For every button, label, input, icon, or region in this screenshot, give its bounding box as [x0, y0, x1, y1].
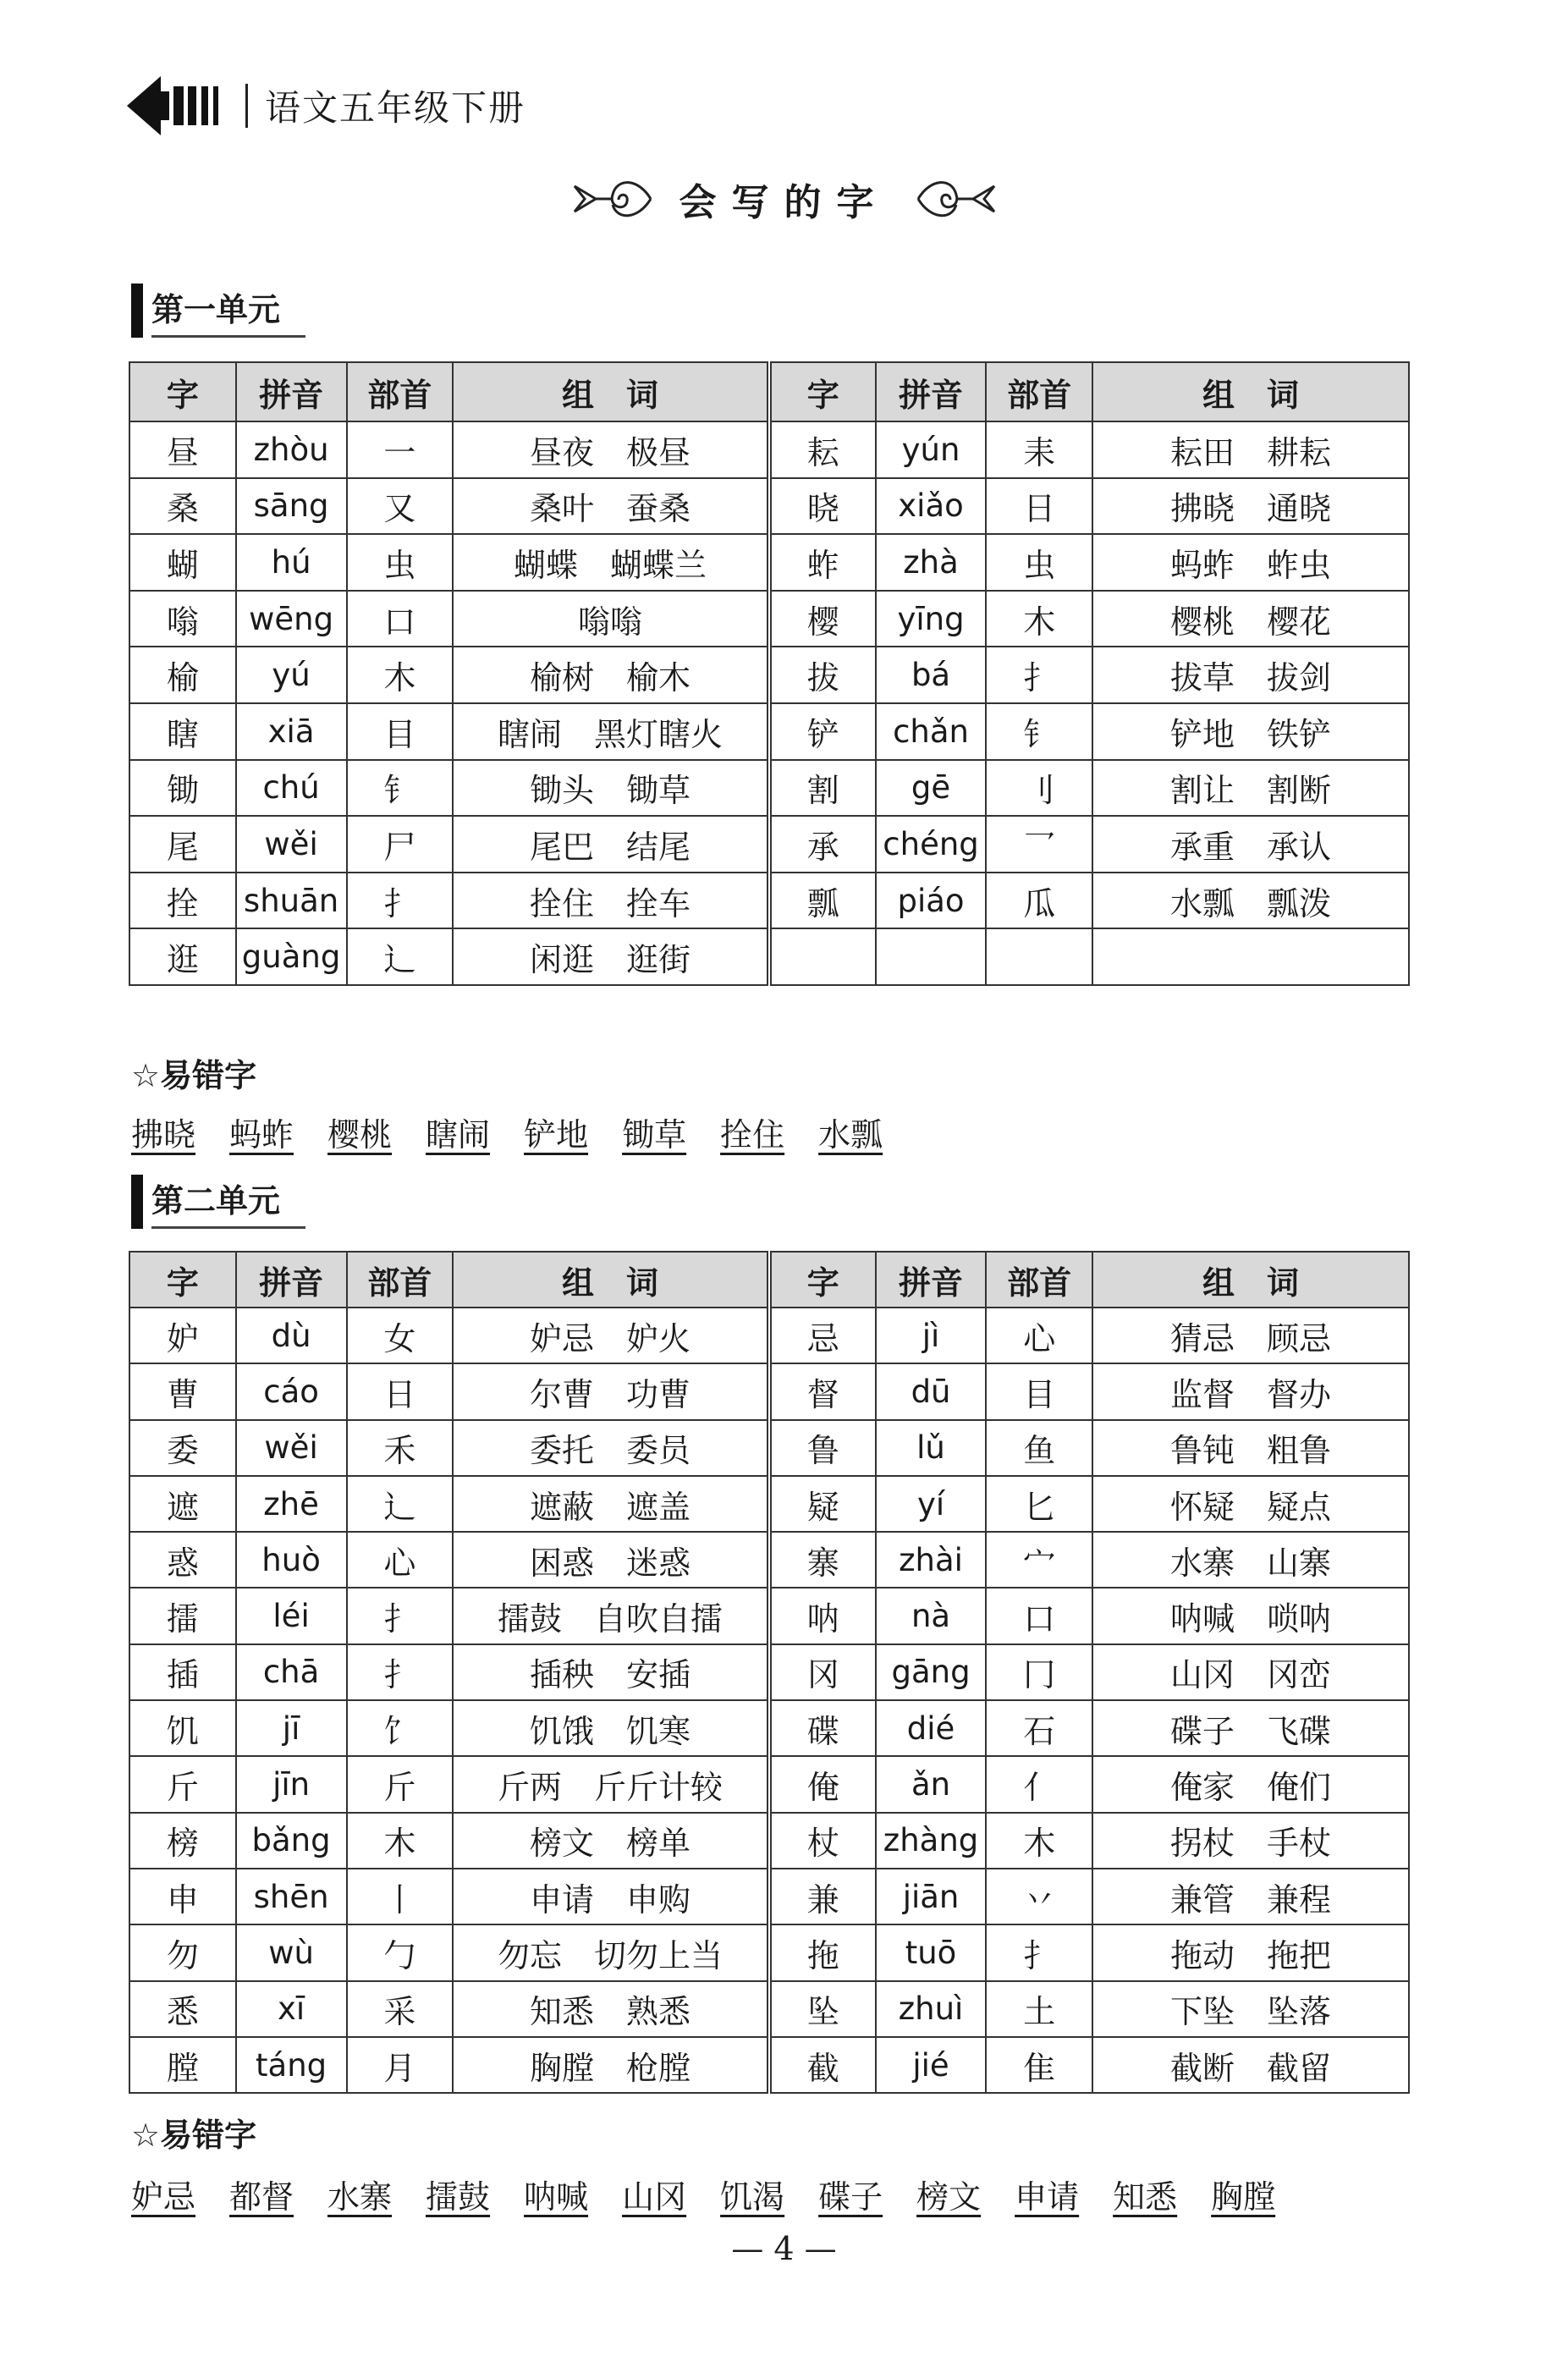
table-row — [129, 1644, 1409, 1700]
char-cell: 膛 — [129, 2037, 236, 2093]
char-cell: 勿 — [129, 1924, 236, 1980]
radical-cell: 匕 — [986, 1476, 1092, 1532]
radical-cell: 扌 — [986, 1924, 1092, 1980]
char-cell: 寨 — [769, 1532, 876, 1588]
char-cell: 插 — [129, 1644, 236, 1700]
words-cell: 斤两 斤斤计较 — [453, 1756, 769, 1812]
char-cell: 嗡 — [129, 591, 236, 647]
words-cell: 山冈 冈峦 — [1092, 1644, 1409, 1700]
char-cell: 督 — [769, 1363, 876, 1419]
words-cell — [1092, 928, 1409, 985]
words-cell: 插秧 安插 — [453, 1644, 769, 1700]
radical-cell: 宀 — [986, 1532, 1092, 1588]
radical-cell: 一 — [347, 421, 454, 478]
pinyin-cell: wēng — [236, 591, 347, 647]
radical-cell: 隹 — [986, 2037, 1092, 2093]
error-prone-word: 妒忌 — [131, 2178, 196, 2216]
words-cell: 困惑 迷惑 — [453, 1532, 769, 1588]
radical-cell: 口 — [986, 1588, 1092, 1643]
error-prone-word: 知悉 — [1113, 2178, 1178, 2216]
table-row — [129, 1924, 1409, 1980]
words-cell: 闲逛 逛街 — [453, 928, 769, 985]
unit1-error-prone-list — [131, 1109, 916, 1155]
radical-cell: 石 — [986, 1700, 1092, 1756]
radical-cell: 土 — [986, 1981, 1092, 2037]
header-words: 组 词 — [453, 362, 769, 421]
pinyin-cell: jīn — [236, 1756, 347, 1812]
radical-cell: 口 — [347, 591, 454, 647]
words-cell: 耘田 耕耘 — [1092, 421, 1409, 478]
char-cell: 冈 — [769, 1644, 876, 1700]
radical-cell: 禾 — [347, 1420, 454, 1476]
pinyin-cell: jié — [876, 2037, 987, 2093]
char-cell: 忌 — [769, 1308, 876, 1363]
table-row — [129, 1308, 1409, 1363]
pinyin-cell: xiǎo — [876, 478, 987, 535]
char-cell: 尾 — [129, 816, 236, 873]
char-cell: 铲 — [769, 703, 876, 760]
radical-cell — [986, 928, 1092, 985]
radical-cell: 木 — [347, 647, 454, 703]
table-row — [129, 1420, 1409, 1476]
words-cell: 嗡嗡 — [453, 591, 769, 647]
words-cell: 勿忘 切勿上当 — [453, 1924, 769, 1980]
section-title — [0, 169, 1568, 228]
pinyin-cell: yú — [236, 647, 347, 703]
radical-cell: 扌 — [347, 1644, 454, 1700]
pinyin-cell: ǎn — [876, 1756, 987, 1812]
error-prone-word: 拂晓 — [131, 1116, 196, 1153]
unit-heading-bar — [131, 1175, 143, 1229]
words-cell: 锄头 锄草 — [453, 760, 769, 817]
words-cell: 拖动 拖把 — [1092, 1924, 1409, 1980]
header-pinyin: 拼音 — [236, 362, 347, 421]
char-cell — [769, 928, 876, 985]
char-cell: 逛 — [129, 928, 236, 985]
header-pinyin: 拼音 — [876, 1252, 987, 1308]
radical-cell: 又 — [347, 478, 454, 535]
char-cell: 耘 — [769, 421, 876, 478]
pinyin-cell: yīng — [876, 591, 987, 647]
table-row — [129, 591, 1409, 647]
unit-heading-bar — [131, 284, 143, 338]
table-row — [129, 1532, 1409, 1588]
char-cell: 斤 — [129, 1756, 236, 1812]
pinyin-cell: wěi — [236, 816, 347, 873]
table-row — [129, 1813, 1409, 1869]
pinyin-cell: xī — [236, 1981, 347, 2037]
char-cell: 晓 — [769, 478, 876, 535]
unit2-heading — [131, 1175, 305, 1229]
section-title-text: 会写的字 — [679, 181, 889, 224]
error-prone-word: 山冈 — [622, 2178, 687, 2216]
words-cell: 蝴蝶 蝴蝶兰 — [453, 534, 769, 591]
radical-cell: 丷 — [986, 1869, 1092, 1924]
radical-cell: 目 — [986, 1363, 1092, 1419]
table-row — [129, 1700, 1409, 1756]
radical-cell: 丨 — [347, 1869, 454, 1924]
radical-cell: 辶 — [347, 1476, 454, 1532]
char-cell: 瓢 — [769, 873, 876, 929]
radical-cell: 心 — [986, 1308, 1092, 1363]
radical-cell: 勹 — [347, 1924, 454, 1980]
pinyin-cell: wěi — [236, 1420, 347, 1476]
pinyin-cell: sāng — [236, 478, 347, 535]
char-cell: 杖 — [769, 1813, 876, 1869]
error-prone-word: 锄草 — [622, 1116, 687, 1153]
words-cell: 拐杖 手杖 — [1092, 1813, 1409, 1869]
pinyin-cell: zhài — [876, 1532, 987, 1588]
words-cell: 榜文 榜单 — [453, 1813, 769, 1869]
pinyin-cell: chā — [236, 1644, 347, 1700]
running-header — [127, 68, 525, 144]
unit1-vocab-table — [129, 361, 1410, 986]
radical-cell: 采 — [347, 1981, 454, 2037]
pinyin-cell: gē — [876, 760, 987, 817]
char-cell: 坠 — [769, 1981, 876, 2037]
error-prone-word: 擂鼓 — [426, 2178, 491, 2216]
table-row — [129, 1981, 1409, 2037]
words-cell: 尔曹 功曹 — [453, 1363, 769, 1419]
table-row — [129, 1869, 1409, 1924]
char-cell: 昼 — [129, 421, 236, 478]
table-row — [129, 760, 1409, 817]
error-prone-word: 榜文 — [916, 2178, 982, 2216]
words-cell: 拂晓 通晓 — [1092, 478, 1409, 535]
char-cell: 承 — [769, 816, 876, 873]
pinyin-cell: yí — [876, 1476, 987, 1532]
radical-cell: 钅 — [347, 760, 454, 817]
pinyin-cell: wù — [236, 1924, 347, 1980]
words-cell: 呐喊 唢呐 — [1092, 1588, 1409, 1643]
pinyin-cell: bá — [876, 647, 987, 703]
header-words: 组 词 — [1092, 1252, 1409, 1308]
error-prone-word: 水寨 — [327, 2178, 393, 2216]
error-prone-word: 胸膛 — [1211, 2178, 1276, 2216]
words-cell: 拔草 拔剑 — [1092, 647, 1409, 703]
pinyin-cell: guàng — [236, 928, 347, 985]
table-row — [129, 421, 1409, 478]
char-cell: 惑 — [129, 1532, 236, 1588]
char-cell: 悉 — [129, 1981, 236, 2037]
pinyin-cell: shuān — [236, 873, 347, 929]
radical-cell: 冂 — [986, 1644, 1092, 1700]
pinyin-cell: dié — [876, 1700, 987, 1756]
char-cell: 拴 — [129, 873, 236, 929]
pinyin-cell: gāng — [876, 1644, 987, 1700]
unit2-error-prone-list — [131, 2171, 1309, 2217]
unit2-vocab-table — [129, 1251, 1410, 2094]
radical-cell: 尸 — [347, 816, 454, 873]
radical-cell: 心 — [347, 1532, 454, 1588]
words-cell: 监督 督办 — [1092, 1363, 1409, 1419]
error-prone-word: 蚂蚱 — [229, 1116, 294, 1153]
table-row — [129, 703, 1409, 760]
pinyin-cell: yún — [876, 421, 987, 478]
radical-cell: 扌 — [347, 1588, 454, 1643]
pinyin-cell: chú — [236, 760, 347, 817]
words-cell: 鲁钝 粗鲁 — [1092, 1420, 1409, 1476]
radical-cell: 亻 — [986, 1756, 1092, 1812]
char-cell: 俺 — [769, 1756, 876, 1812]
char-cell: 蚱 — [769, 534, 876, 591]
words-cell: 怀疑 疑点 — [1092, 1476, 1409, 1532]
table-row — [129, 478, 1409, 535]
radical-cell: 辶 — [347, 928, 454, 985]
char-cell: 拖 — [769, 1924, 876, 1980]
unit1-error-prone-title: ☆易错字 — [131, 1057, 257, 1094]
radical-cell: 耒 — [986, 421, 1092, 478]
char-cell: 碟 — [769, 1700, 876, 1756]
char-cell: 遮 — [129, 1476, 236, 1532]
words-cell: 兼管 兼程 — [1092, 1869, 1409, 1924]
pinyin-cell: piáo — [876, 873, 987, 929]
radical-cell: 虫 — [986, 534, 1092, 591]
words-cell: 擂鼓 自吹自擂 — [453, 1588, 769, 1643]
char-cell: 桑 — [129, 478, 236, 535]
header-words: 组 词 — [453, 1252, 769, 1308]
error-prone-word: 拴住 — [720, 1116, 785, 1153]
char-cell: 妒 — [129, 1308, 236, 1363]
unit2-title: 第二单元 — [151, 1175, 305, 1229]
book-title: 语文五年级下册 — [265, 87, 526, 129]
table-row — [129, 2037, 1409, 2093]
header-divider — [245, 84, 248, 128]
header-char: 字 — [769, 1252, 876, 1308]
char-cell: 樱 — [769, 591, 876, 647]
unit1-heading — [131, 284, 305, 338]
words-cell: 截断 截留 — [1092, 2037, 1409, 2093]
error-prone-word: 饥渴 — [720, 2178, 785, 2216]
header-radical: 部首 — [347, 362, 454, 421]
pinyin-cell: jī — [236, 1700, 347, 1756]
words-cell: 樱桃 樱花 — [1092, 591, 1409, 647]
table-row — [129, 1756, 1409, 1812]
error-prone-word: 铲地 — [524, 1116, 589, 1153]
radical-cell: 日 — [986, 478, 1092, 535]
header-radical: 部首 — [347, 1252, 454, 1308]
radical-cell: 乛 — [986, 816, 1092, 873]
pinyin-cell: xiā — [236, 703, 347, 760]
pinyin-cell: dù — [236, 1308, 347, 1363]
pinyin-cell: bǎng — [236, 1813, 347, 1869]
words-cell: 饥饿 饥寒 — [453, 1700, 769, 1756]
pinyin-cell — [876, 928, 987, 985]
table-row — [129, 873, 1409, 929]
radical-cell: 斤 — [347, 1756, 454, 1812]
pinyin-cell: dū — [876, 1363, 987, 1419]
pinyin-cell: hú — [236, 534, 347, 591]
words-cell: 妒忌 妒火 — [453, 1308, 769, 1363]
words-cell: 下坠 坠落 — [1092, 1981, 1409, 2037]
table-header-row — [129, 1252, 1409, 1308]
radical-cell: 鱼 — [986, 1420, 1092, 1476]
header-radical: 部首 — [986, 1252, 1092, 1308]
radical-cell: 木 — [986, 591, 1092, 647]
pinyin-cell: nà — [876, 1588, 987, 1643]
words-cell: 割让 割断 — [1092, 760, 1409, 817]
char-cell: 擂 — [129, 1588, 236, 1643]
header-char: 字 — [129, 362, 236, 421]
words-cell: 承重 承认 — [1092, 816, 1409, 873]
error-prone-word: 水瓢 — [818, 1116, 883, 1153]
pinyin-cell: huò — [236, 1532, 347, 1588]
pinyin-cell: zhē — [236, 1476, 347, 1532]
table-row — [129, 1588, 1409, 1643]
pinyin-cell: zhòu — [236, 421, 347, 478]
error-prone-word: 呐喊 — [524, 2178, 589, 2216]
header-words: 组 词 — [1092, 362, 1409, 421]
char-cell: 饥 — [129, 1700, 236, 1756]
char-cell: 呐 — [769, 1588, 876, 1643]
pinyin-cell: shēn — [236, 1869, 347, 1924]
char-cell: 曹 — [129, 1363, 236, 1419]
pinyin-cell: tuō — [876, 1924, 987, 1980]
pinyin-cell: jì — [876, 1308, 987, 1363]
radical-cell: 女 — [347, 1308, 454, 1363]
words-cell: 榆树 榆木 — [453, 647, 769, 703]
pinyin-cell: zhuì — [876, 1981, 987, 2037]
error-prone-word: 碟子 — [818, 2178, 883, 2216]
words-cell: 拴住 拴车 — [453, 873, 769, 929]
char-cell: 鲁 — [769, 1420, 876, 1476]
header-radical: 部首 — [986, 362, 1092, 421]
error-prone-word: 申请 — [1015, 2178, 1080, 2216]
pinyin-cell: chǎn — [876, 703, 987, 760]
radical-cell: 目 — [347, 703, 454, 760]
table-header-row — [129, 362, 1409, 421]
table-row — [129, 1476, 1409, 1532]
words-cell: 尾巴 结尾 — [453, 816, 769, 873]
words-cell: 瞎闹 黑灯瞎火 — [453, 703, 769, 760]
radical-cell: 扌 — [347, 873, 454, 929]
char-cell: 蝴 — [129, 534, 236, 591]
unit1-title: 第一单元 — [151, 284, 305, 338]
char-cell: 拔 — [769, 647, 876, 703]
error-prone-word: 瞎闹 — [426, 1116, 491, 1153]
char-cell: 锄 — [129, 760, 236, 817]
words-cell: 碟子 飞碟 — [1092, 1700, 1409, 1756]
pinyin-cell: chéng — [876, 816, 987, 873]
header-char: 字 — [129, 1252, 236, 1308]
pinyin-cell: jiān — [876, 1869, 987, 1924]
words-cell: 猜忌 顾忌 — [1092, 1308, 1409, 1363]
words-cell: 铲地 铁铲 — [1092, 703, 1409, 760]
radical-cell: 日 — [347, 1363, 454, 1419]
table-row — [129, 647, 1409, 703]
words-cell: 知悉 熟悉 — [453, 1981, 769, 2037]
right-ornament-icon — [910, 169, 1003, 228]
pinyin-cell: táng — [236, 2037, 347, 2093]
char-cell: 委 — [129, 1420, 236, 1476]
char-cell: 兼 — [769, 1869, 876, 1924]
char-cell: 截 — [769, 2037, 876, 2093]
words-cell: 桑叶 蚕桑 — [453, 478, 769, 535]
char-cell: 榜 — [129, 1813, 236, 1869]
radical-cell: 虫 — [347, 534, 454, 591]
unit2-error-prone-title: ☆易错字 — [131, 2117, 257, 2154]
char-cell: 割 — [769, 760, 876, 817]
radical-cell: 饣 — [347, 1700, 454, 1756]
words-cell: 遮蔽 遮盖 — [453, 1476, 769, 1532]
table-row — [129, 534, 1409, 591]
words-cell: 蚂蚱 蚱虫 — [1092, 534, 1409, 591]
words-cell: 胸膛 枪膛 — [453, 2037, 769, 2093]
pinyin-cell: cáo — [236, 1363, 347, 1419]
pinyin-cell: léi — [236, 1588, 347, 1643]
radical-cell: 刂 — [986, 760, 1092, 817]
radical-cell: 钅 — [986, 703, 1092, 760]
table-row — [129, 816, 1409, 873]
radical-cell: 木 — [986, 1813, 1092, 1869]
left-arrow-icon — [127, 68, 237, 144]
radical-cell: 月 — [347, 2037, 454, 2093]
words-cell: 委托 委员 — [453, 1420, 769, 1476]
page-number: — 4 — — [731, 2230, 837, 2267]
words-cell: 昼夜 极昼 — [453, 421, 769, 478]
char-cell: 瞎 — [129, 703, 236, 760]
pinyin-cell: zhàng — [876, 1813, 987, 1869]
left-ornament-icon — [566, 169, 659, 228]
char-cell: 申 — [129, 1869, 236, 1924]
char-cell: 疑 — [769, 1476, 876, 1532]
table-row — [129, 1363, 1409, 1419]
words-cell: 申请 申购 — [453, 1869, 769, 1924]
header-char: 字 — [769, 362, 876, 421]
radical-cell: 木 — [347, 1813, 454, 1869]
radical-cell: 瓜 — [986, 873, 1092, 929]
words-cell: 水寨 山寨 — [1092, 1532, 1409, 1588]
words-cell: 水瓢 瓢泼 — [1092, 873, 1409, 929]
error-prone-word: 樱桃 — [327, 1116, 393, 1153]
words-cell: 俺家 俺们 — [1092, 1756, 1409, 1812]
header-pinyin: 拼音 — [876, 362, 987, 421]
char-cell: 榆 — [129, 647, 236, 703]
pinyin-cell: zhà — [876, 534, 987, 591]
pinyin-cell: lǔ — [876, 1420, 987, 1476]
radical-cell: 扌 — [986, 647, 1092, 703]
error-prone-word: 都督 — [229, 2178, 294, 2216]
table-row — [129, 928, 1409, 985]
header-pinyin: 拼音 — [236, 1252, 347, 1308]
